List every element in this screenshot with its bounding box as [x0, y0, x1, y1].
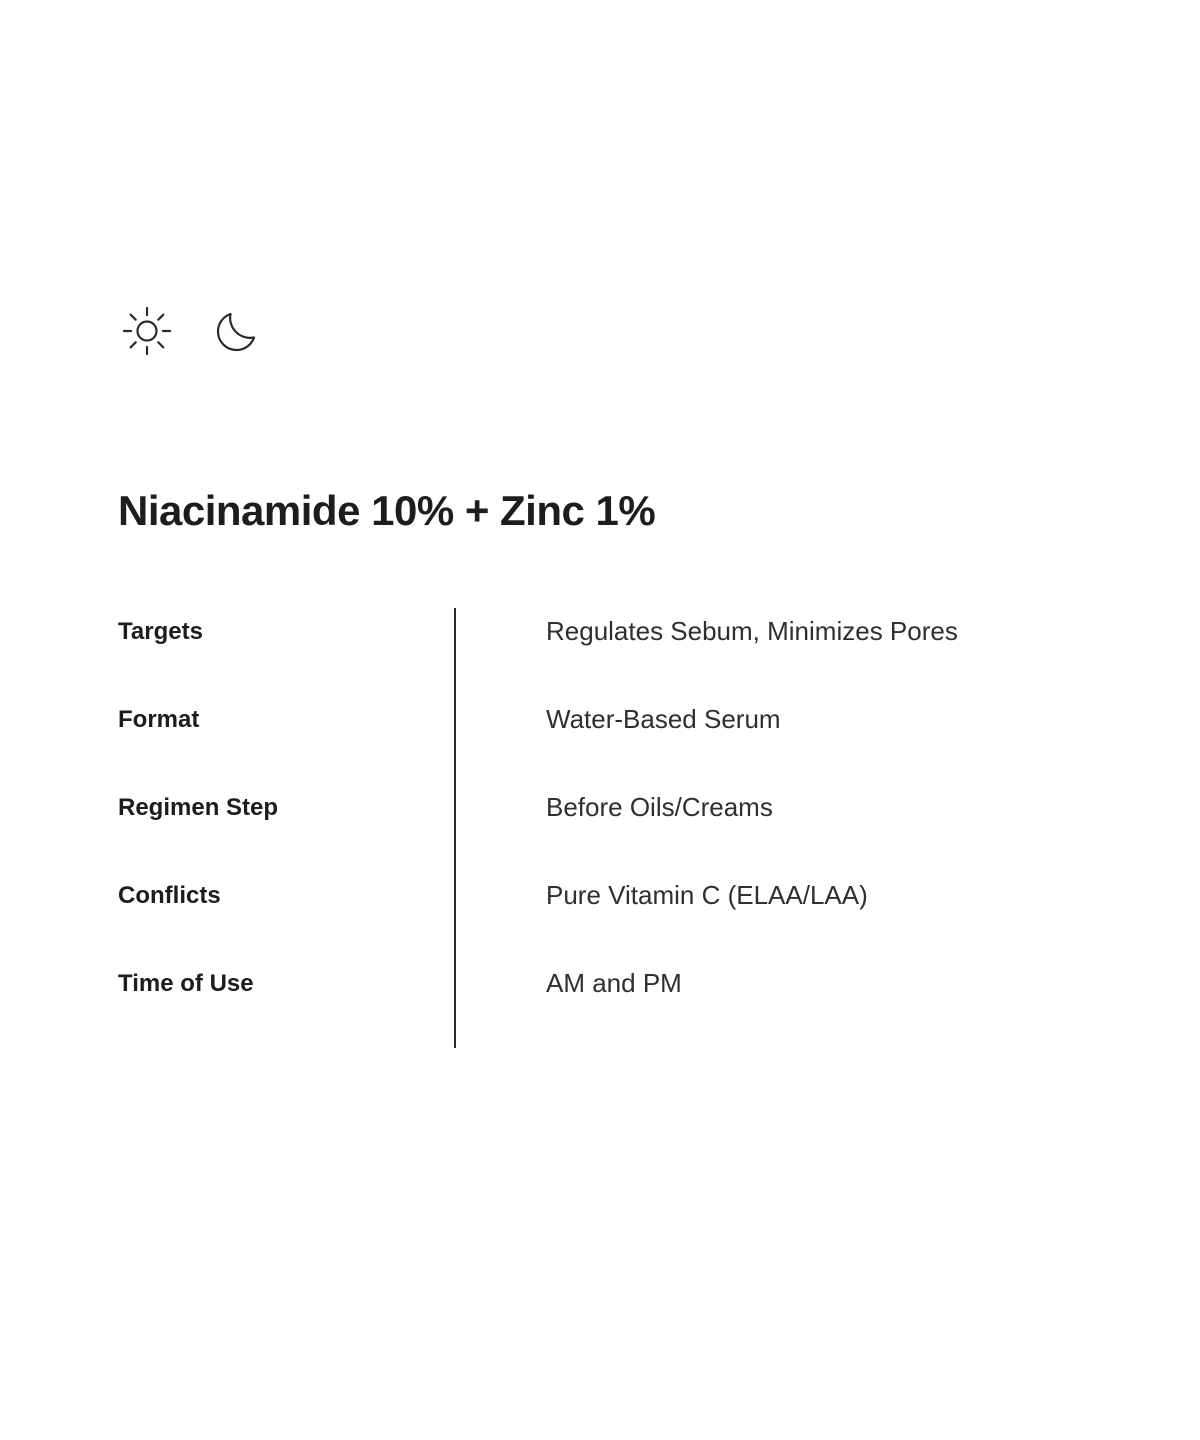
spec-label-conflicts: Conflicts [118, 882, 221, 909]
spec-label-regimen-step: Regimen Step [118, 794, 279, 821]
spec-label-time-of-use: Time of Use [118, 970, 254, 997]
table-row [118, 696, 1108, 784]
page-title: Niacinamide 10% + Zinc 1% [118, 487, 656, 535]
spec-value-targets: Regulates Sebum, Minimizes Pores [546, 616, 958, 646]
table-row [118, 608, 1108, 696]
spec-value-regimen-step: Before Oils/Creams [546, 792, 773, 822]
table-row [118, 960, 1108, 1048]
moon-icon [208, 302, 266, 360]
table-row [118, 872, 1108, 960]
spec-value-format: Water-Based Serum [546, 704, 781, 734]
spec-table [118, 608, 1108, 1048]
spec-label-targets: Targets [118, 618, 203, 645]
usage-time-icons [118, 302, 266, 360]
sun-icon [118, 302, 176, 360]
spec-value-time-of-use: AM and PM [546, 968, 682, 998]
spec-value-conflicts: Pure Vitamin C (ELAA/LAA) [546, 880, 868, 910]
spec-label-format: Format [118, 706, 200, 733]
table-row [118, 784, 1108, 872]
